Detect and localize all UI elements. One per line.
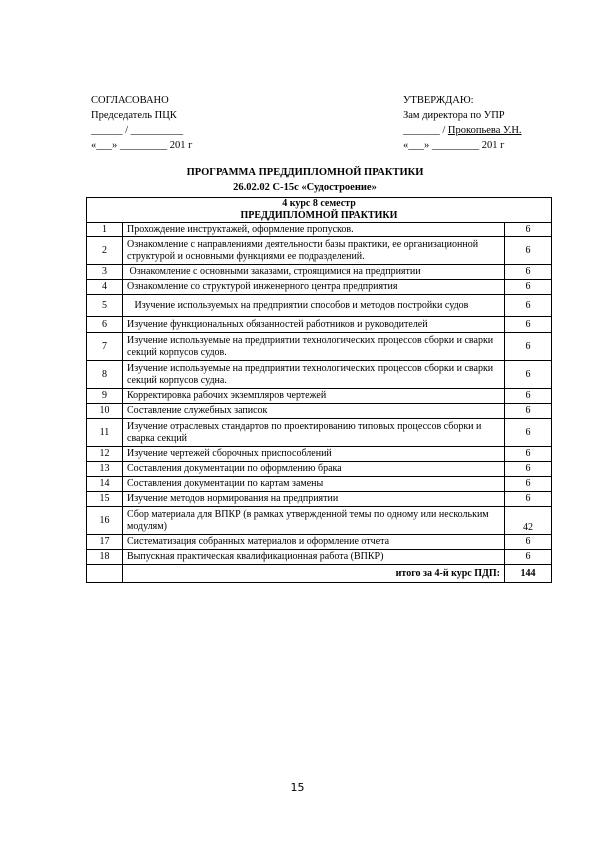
table-row: [87, 317, 552, 333]
row-hours: 6: [505, 477, 552, 492]
row-activity: Ознакомление с направлениями деятельности базы практики, ее организационной структурой и основными функциями ее подразделений.: [123, 237, 505, 265]
semester-cell: [87, 198, 552, 223]
table-row: [87, 389, 552, 404]
table-row: [87, 333, 552, 361]
total-label: итого за 4-й курс ПДП:: [123, 565, 505, 583]
row-number: 12: [87, 447, 123, 462]
row-number: 9: [87, 389, 123, 404]
row-hours: 6: [505, 265, 552, 280]
approval-right-signature-blank: _______ /: [403, 125, 448, 136]
row-number: 8: [87, 361, 123, 389]
row-activity: Изучение используемых на предприятии способов и методов постройки судов: [123, 295, 505, 317]
row-hours: 6: [505, 280, 552, 295]
row-hours: 6: [505, 333, 552, 361]
approval-right-date-line: «___» _________ 201 г: [403, 140, 505, 151]
table-row: [87, 265, 552, 280]
table-row: [87, 550, 552, 565]
row-number: 13: [87, 462, 123, 477]
row-number: 17: [87, 535, 123, 550]
table-row: [87, 295, 552, 317]
row-hours: 6: [505, 317, 552, 333]
table-row: [87, 492, 552, 507]
table-row: [87, 447, 552, 462]
row-number: 4: [87, 280, 123, 295]
row-hours: 6: [505, 295, 552, 317]
row-number: 2: [87, 237, 123, 265]
program-title: ПРОГРАММА ПРЕДДИПЛОМНОЙ ПРАКТИКИ: [186, 167, 424, 178]
program-table: [86, 197, 552, 583]
row-number: 5: [87, 295, 123, 317]
approval-right-signature-name: Прокопьева У.Н.: [447, 125, 522, 136]
table-row: [87, 361, 552, 389]
row-hours: 6: [505, 462, 552, 477]
row-activity: Ознакомление со структурой инженерного центра предприятия: [123, 280, 505, 295]
page-number: 15: [290, 781, 305, 794]
row-activity: Выпускная практическая квалификационная работа (ВПКР): [123, 550, 505, 565]
row-activity: Составление служебных записок: [123, 404, 505, 419]
row-hours: 6: [505, 389, 552, 404]
program-subtitle: 26.02.02 С-15с «Судостроение»: [233, 182, 377, 193]
row-number: 16: [87, 507, 123, 535]
row-number: 10: [87, 404, 123, 419]
row-hours: 6: [505, 492, 552, 507]
row-number: 3: [87, 265, 123, 280]
row-hours: 6: [505, 550, 552, 565]
row-hours: 42: [505, 507, 552, 535]
row-hours: 6: [505, 361, 552, 389]
approval-block-right: [403, 93, 578, 153]
approval-right-title: УТВЕРЖДАЮ:: [403, 95, 474, 106]
table-row: [87, 404, 552, 419]
row-number: 11: [87, 419, 123, 447]
row-activity: Изучение используемые на предприятии технологических процессов сборки и сварки секций корпусов судна.: [123, 361, 505, 389]
row-hours: 6: [505, 419, 552, 447]
row-activity: Корректировка рабочих экземпляров чертежей: [123, 389, 505, 404]
row-number: 18: [87, 550, 123, 565]
total-row: [87, 565, 552, 583]
approval-left-date-line: «___» _________ 201 г: [91, 140, 193, 151]
row-hours: 6: [505, 223, 552, 237]
row-number: 6: [87, 317, 123, 333]
row-activity: Составления документации по оформлению брака: [123, 462, 505, 477]
row-activity: Составления документации по картам замены: [123, 477, 505, 492]
approval-block-left: [91, 93, 291, 153]
table-row: [87, 237, 552, 265]
row-hours: 6: [505, 404, 552, 419]
table-row: [87, 223, 552, 237]
approval-left-position: Председатель ПЦК: [91, 110, 177, 121]
program-table-body: [87, 198, 552, 583]
semester-label: 4 курс 8 семестр: [282, 198, 356, 209]
table-row: [87, 535, 552, 550]
row-activity: Ознакомление с основными заказами, строящимися на предприятии: [123, 265, 505, 280]
section-label: ПРЕДДИПЛОМНОЙ ПРАКТИКИ: [240, 210, 398, 221]
row-hours: 6: [505, 237, 552, 265]
row-number: 14: [87, 477, 123, 492]
row-number: 15: [87, 492, 123, 507]
table-row: [87, 462, 552, 477]
row-hours: 6: [505, 447, 552, 462]
row-number: 1: [87, 223, 123, 237]
row-activity: Систематизация собранных материалов и оформление отчета: [123, 535, 505, 550]
total-hours: 144: [505, 565, 552, 583]
row-hours: 6: [505, 535, 552, 550]
table-row: [87, 507, 552, 535]
table-row: [87, 280, 552, 295]
approval-right-signature-line: [403, 123, 578, 138]
row-activity: Изучение функциональных обязанностей работников и руководителей: [123, 317, 505, 333]
row-activity: Сбор материала для ВПКР (в рамках утвержденной темы по одному или нескольким модулям): [123, 507, 505, 535]
semester-row: [87, 198, 552, 223]
table-row: [87, 477, 552, 492]
table-row: [87, 419, 552, 447]
row-activity: Изучение чертежей сборочных приспособлений: [123, 447, 505, 462]
row-activity: Прохождение инструктажей, оформление пропусков.: [123, 223, 505, 237]
approval-left-title: СОГЛАСОВАНО: [91, 95, 169, 106]
row-activity: Изучение используемые на предприятии технологических процессов сборки и сварки секций корпусов судов.: [123, 333, 505, 361]
approval-left-signature-line: ______ / __________: [91, 125, 184, 136]
row-number: 7: [87, 333, 123, 361]
total-empty-cell: [87, 565, 123, 583]
approval-right-position: Зам директора по УПР: [403, 110, 505, 121]
row-activity: Изучение отраслевых стандартов по проектированию типовых процессов сборки и сварка секций: [123, 419, 505, 447]
row-activity: Изучение методов нормирования на предприятии: [123, 492, 505, 507]
